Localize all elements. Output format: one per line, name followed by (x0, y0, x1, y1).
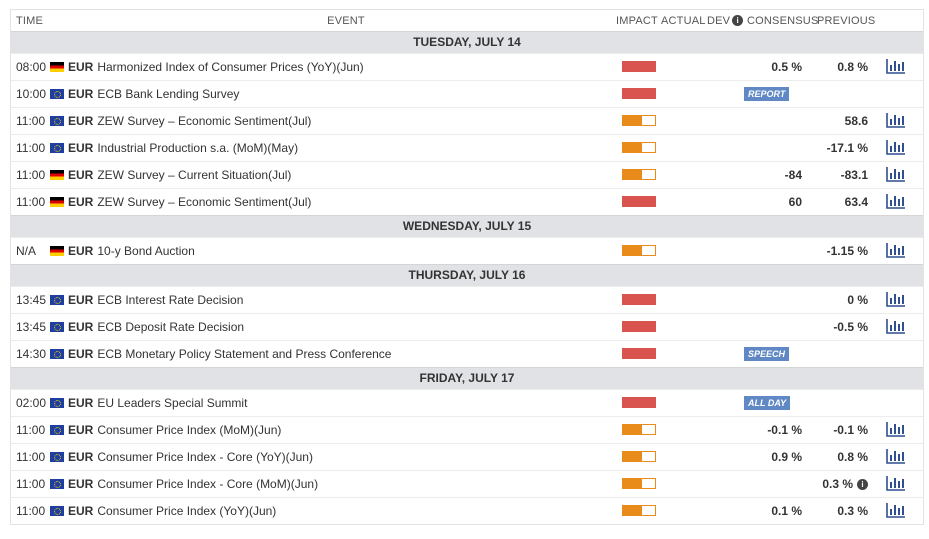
event-row[interactable] (11, 237, 923, 264)
eu-flag-icon (50, 89, 64, 99)
impact-fill (623, 398, 655, 407)
event-name[interactable] (68, 504, 276, 518)
previous-value-text: -0.5 % (833, 320, 868, 334)
event-currency: EUR (68, 396, 94, 410)
impact-indicator (622, 245, 656, 256)
event-name[interactable] (68, 168, 291, 182)
previous-value (837, 504, 868, 518)
impact-indicator (622, 424, 656, 435)
consensus-value: 0.1 % (771, 504, 802, 518)
previous-value-text: -1.15 % (826, 244, 868, 258)
event-currency: EUR (68, 450, 94, 464)
event-time: 11:00 (16, 168, 46, 182)
previous-value (845, 195, 868, 209)
impact-fill (623, 116, 642, 125)
event-time: 11:00 (16, 423, 46, 437)
impact-indicator (622, 321, 656, 332)
eu-flag-icon (50, 116, 64, 126)
consensus-value: 0.9 % (771, 450, 802, 464)
event-title: Consumer Price Index - Core (YoY)(Jun) (97, 450, 313, 464)
event-currency: EUR (68, 347, 94, 361)
germany-flag-icon (50, 62, 64, 72)
event-currency: EUR (68, 168, 94, 182)
event-title: 10-y Bond Auction (97, 244, 195, 258)
event-title: ZEW Survey – Current Situation(Jul) (97, 168, 292, 182)
event-time: 10:00 (16, 87, 47, 101)
previous-value-text: -83.1 (840, 168, 868, 182)
event-currency: EUR (68, 320, 94, 334)
event-title: ZEW Survey – Economic Sentiment(Jul) (97, 114, 312, 128)
event-currency: EUR (68, 504, 94, 518)
event-time: 14:30 (16, 347, 47, 361)
event-currency: EUR (68, 87, 94, 101)
germany-flag-icon (50, 170, 64, 180)
impact-indicator (622, 142, 656, 153)
event-currency: EUR (68, 244, 94, 258)
impact-fill (623, 246, 642, 255)
previous-value (827, 141, 868, 155)
day-header: WEDNESDAY, JULY 15 (11, 215, 923, 237)
previous-value-text: 0.8 % (837, 450, 868, 464)
event-currency: EUR (68, 195, 94, 209)
event-row[interactable] (11, 53, 923, 80)
event-type-badge: REPORT (744, 87, 789, 101)
event-type-badge: ALL DAY (744, 396, 790, 410)
impact-fill (623, 170, 642, 179)
eu-flag-icon (50, 349, 64, 359)
eu-flag-icon (50, 452, 64, 462)
bar-chart-icon[interactable] (886, 166, 906, 182)
event-time: 11:00 (16, 450, 46, 464)
header-consensus: CONSENSUS (747, 14, 819, 27)
eu-flag-icon (50, 143, 64, 153)
event-time: 13:45 (16, 293, 47, 307)
impact-indicator (622, 505, 656, 516)
impact-indicator (622, 478, 656, 489)
consensus-value: 0.5 % (771, 60, 802, 74)
impact-indicator (622, 88, 656, 99)
day-header: TUESDAY, JULY 14 (11, 31, 923, 53)
impact-fill (623, 295, 655, 304)
previous-value (847, 293, 868, 307)
impact-fill (623, 89, 655, 98)
previous-value (841, 168, 868, 182)
header-previous: PREVIOUS (817, 14, 876, 27)
bar-chart-icon[interactable] (886, 475, 906, 491)
event-name[interactable] (68, 195, 311, 209)
header-event: EVENT (327, 14, 365, 27)
bar-chart-icon[interactable] (886, 291, 906, 307)
event-currency: EUR (68, 60, 94, 74)
germany-flag-icon (50, 197, 64, 207)
event-row[interactable] (11, 313, 923, 340)
event-row[interactable] (11, 416, 923, 443)
impact-fill (623, 322, 655, 331)
header-time: TIME (16, 14, 44, 27)
bar-chart-icon[interactable] (886, 112, 906, 128)
event-row[interactable] (11, 443, 923, 470)
event-currency: EUR (68, 423, 94, 437)
header-dev-label: DEV (707, 14, 731, 27)
economic-calendar (10, 9, 924, 525)
event-row[interactable] (11, 497, 923, 524)
eu-flag-icon (50, 506, 64, 516)
impact-indicator (622, 348, 656, 359)
previous-value-text: 0.3 % (837, 504, 868, 518)
event-name[interactable] (68, 60, 364, 74)
event-title: Industrial Production s.a. (MoM)(May) (97, 141, 299, 155)
event-time: 11:00 (16, 504, 46, 518)
event-row[interactable] (11, 80, 923, 107)
impact-fill (623, 349, 655, 358)
bar-chart-icon[interactable] (886, 139, 906, 155)
event-currency: EUR (68, 141, 94, 155)
consensus-value: -84 (784, 168, 802, 182)
previous-value (822, 477, 868, 491)
eu-flag-icon (50, 425, 64, 435)
previous-value (837, 60, 868, 74)
previous-value-text: 0.8 % (837, 60, 868, 74)
consensus-value: -0.1 % (767, 423, 802, 437)
event-time: 11:00 (16, 114, 46, 128)
event-time: 11:00 (16, 477, 46, 491)
event-time: 08:00 (16, 60, 47, 74)
bar-chart-icon[interactable] (886, 193, 906, 209)
event-row[interactable] (11, 161, 923, 188)
header-dev (707, 15, 747, 27)
event-type-badge: SPEECH (744, 347, 789, 361)
eu-flag-icon (50, 479, 64, 489)
event-row[interactable] (11, 340, 923, 367)
impact-fill (623, 452, 642, 461)
bar-chart-icon[interactable] (886, 242, 906, 258)
impact-fill (623, 425, 642, 434)
event-row[interactable] (11, 286, 923, 313)
previous-value (833, 423, 868, 437)
day-header: FRIDAY, JULY 17 (11, 367, 923, 389)
event-name[interactable] (68, 320, 244, 334)
event-time: 11:00 (16, 141, 46, 155)
event-currency: EUR (68, 477, 94, 491)
event-title: ECB Monetary Policy Statement and Press Conference (97, 347, 392, 361)
impact-indicator (622, 169, 656, 180)
event-currency: EUR (68, 114, 94, 128)
event-row[interactable] (11, 134, 923, 161)
impact-fill (623, 62, 655, 71)
previous-value (837, 450, 868, 464)
event-title: ZEW Survey – Economic Sentiment(Jul) (97, 195, 312, 209)
event-name[interactable] (68, 87, 239, 101)
previous-value-text: -17.1 % (826, 141, 868, 155)
impact-fill (623, 197, 655, 206)
impact-indicator (622, 61, 656, 72)
bar-chart-icon[interactable] (886, 502, 906, 518)
calendar-body (11, 31, 923, 524)
event-title: Consumer Price Index - Core (MoM)(Jun) (97, 477, 319, 491)
previous-value (833, 320, 868, 334)
eu-flag-icon (50, 322, 64, 332)
event-name[interactable] (68, 244, 195, 258)
impact-fill (623, 479, 642, 488)
event-row[interactable] (11, 470, 923, 497)
previous-value-text: 0.3 % (822, 477, 853, 491)
consensus-value: 60 (788, 195, 802, 209)
impact-indicator (622, 115, 656, 126)
event-time: 13:45 (16, 320, 47, 334)
eu-flag-icon (50, 398, 64, 408)
event-currency: EUR (68, 293, 94, 307)
event-time: 02:00 (16, 396, 47, 410)
bar-chart-icon[interactable] (886, 421, 906, 437)
germany-flag-icon (50, 246, 64, 256)
previous-value-text: 0 % (847, 293, 868, 307)
bar-chart-icon[interactable] (886, 318, 906, 334)
impact-indicator (622, 451, 656, 462)
previous-value-text: 58.6 (844, 114, 868, 128)
event-title: Consumer Price Index (MoM)(Jun) (97, 423, 282, 437)
event-title: ECB Deposit Rate Decision (97, 320, 245, 334)
header-actual: ACTUAL (661, 14, 706, 27)
event-title: ECB Bank Lending Survey (97, 87, 240, 101)
event-row[interactable] (11, 389, 923, 416)
event-row[interactable] (11, 188, 923, 215)
day-header: THURSDAY, JULY 16 (11, 264, 923, 286)
event-name[interactable] (68, 293, 243, 307)
event-row[interactable] (11, 107, 923, 134)
bar-chart-icon[interactable] (886, 448, 906, 464)
event-title: Consumer Price Index (YoY)(Jun) (97, 504, 277, 518)
event-name[interactable] (68, 114, 311, 128)
event-name[interactable] (68, 347, 391, 361)
impact-indicator (622, 196, 656, 207)
bar-chart-icon[interactable] (886, 58, 906, 74)
previous-value (845, 114, 868, 128)
event-title: Harmonized Index of Consumer Prices (YoY)(Jun) (97, 60, 364, 74)
eu-flag-icon (50, 295, 64, 305)
calendar-header (11, 10, 923, 31)
previous-value-text: -0.1 % (833, 423, 868, 437)
impact-fill (623, 506, 642, 515)
event-title: EU Leaders Special Summit (97, 396, 248, 410)
event-time: N/A (16, 244, 37, 258)
event-time: 11:00 (16, 195, 46, 209)
event-name[interactable] (68, 396, 247, 410)
info-icon[interactable]: i (857, 479, 868, 490)
event-title: ECB Interest Rate Decision (97, 293, 244, 307)
impact-fill (623, 143, 642, 152)
info-icon[interactable]: i (732, 15, 743, 26)
header-impact: IMPACT (616, 14, 658, 27)
event-name[interactable] (68, 141, 298, 155)
impact-indicator (622, 397, 656, 408)
impact-indicator (622, 294, 656, 305)
previous-value-text: 63.4 (844, 195, 868, 209)
event-name[interactable] (68, 423, 281, 437)
event-name[interactable] (68, 450, 313, 464)
previous-value (827, 244, 868, 258)
event-name[interactable] (68, 477, 318, 491)
